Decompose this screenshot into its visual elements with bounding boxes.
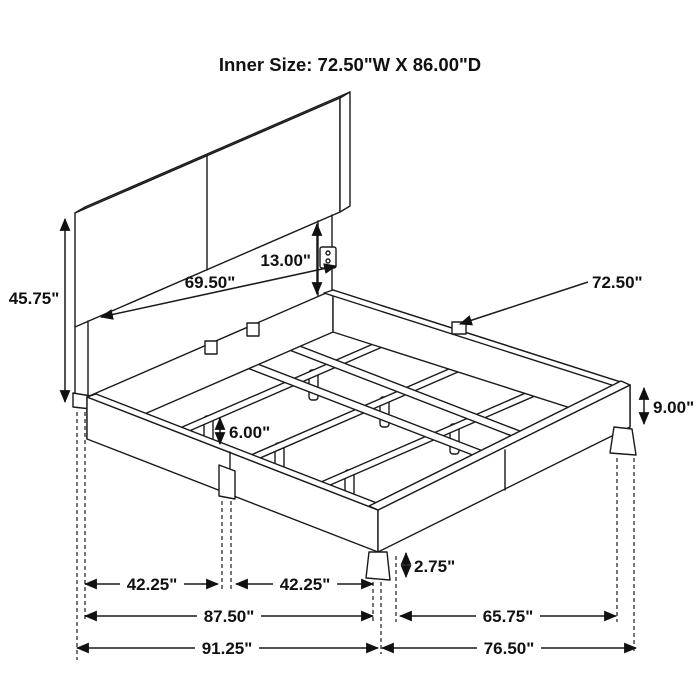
front-left-leg — [366, 552, 390, 580]
dim-head-section-depth — [85, 573, 218, 594]
dim-label: 9.00" — [653, 398, 695, 417]
dim-label: 45.75" — [8, 289, 60, 308]
dim-rail-depth — [85, 605, 373, 626]
diagram-title: Inner Size: 72.50"W X 86.00"D — [218, 54, 482, 75]
dim-foot-section-depth — [236, 573, 373, 594]
dim-label: 76.50" — [483, 639, 535, 658]
center-rail-bracket — [247, 323, 259, 336]
headboard-left-post — [75, 321, 88, 398]
dim-frame-inner-width — [460, 273, 643, 324]
dim-label: 87.50" — [203, 607, 255, 626]
mid-side-leg — [219, 465, 235, 499]
headboard-side-edge — [340, 92, 350, 212]
dim-label: 91.25" — [201, 639, 253, 658]
dim-label: 6.00" — [229, 423, 271, 442]
center-rail-bracket — [452, 322, 466, 334]
dim-label: 69.50" — [184, 273, 236, 292]
center-rail-bracket — [205, 341, 217, 354]
dim-label: 42.25" — [126, 575, 178, 594]
dim-overall-depth — [77, 637, 378, 658]
rail-bracket — [320, 247, 336, 268]
dim-center-leg-height — [220, 418, 270, 444]
dim-label: 72.50" — [592, 273, 643, 292]
dim-headboard-height — [9, 219, 65, 402]
dim-label: 2.75" — [414, 557, 456, 576]
dim-foot-inner-width — [400, 605, 616, 626]
dim-corner-leg-height — [406, 553, 455, 577]
dim-label: 13.00" — [260, 251, 311, 270]
dim-label: 42.25" — [279, 575, 331, 594]
front-right-leg — [610, 427, 636, 455]
dim-overall-width — [382, 637, 636, 658]
dim-label: 65.75" — [482, 607, 534, 626]
dim-side-rail-height — [644, 388, 694, 424]
